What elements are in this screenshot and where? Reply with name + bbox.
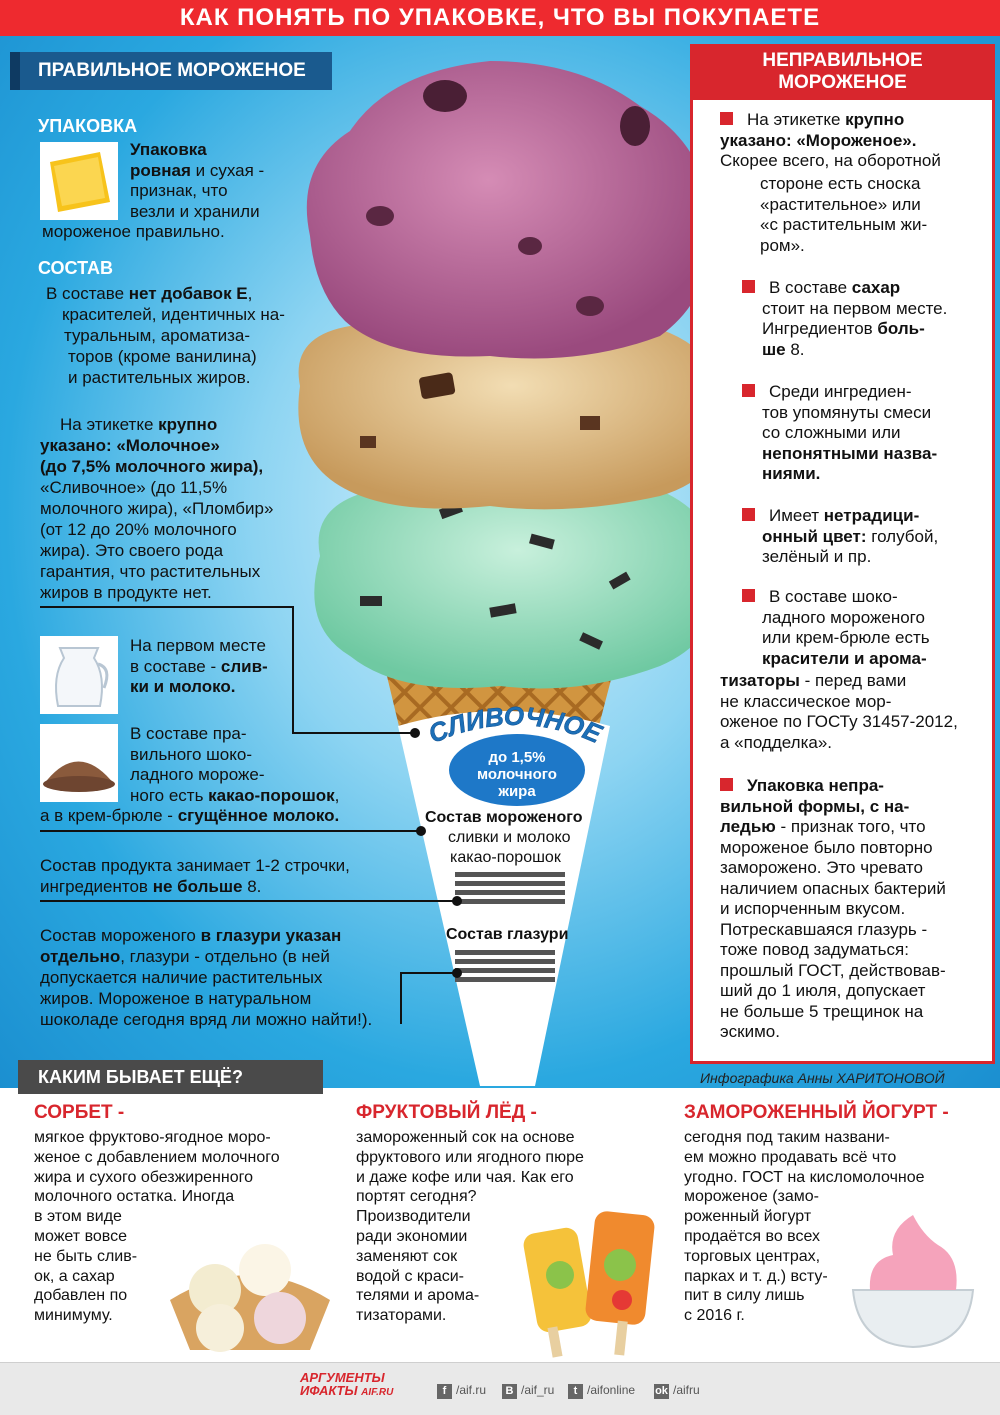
- odnoklassniki-icon: ok: [655, 1385, 668, 1397]
- frozen-yogurt-image: [848, 1205, 978, 1355]
- connector-line-2: [40, 830, 420, 832]
- sorbet-image: [160, 1210, 340, 1355]
- wrong-icecream-label: НЕПРАВИЛЬНОЕ МОРОЖЕНОЕ: [690, 44, 995, 100]
- facebook-link[interactable]: f /aif.ru: [437, 1383, 486, 1399]
- wrong-p3-line5: ниями.: [762, 464, 821, 483]
- package-image: [40, 142, 118, 220]
- wrong-p5-line5: тизаторы - перед вами: [720, 671, 907, 690]
- wrong-p6-line3: ледью - признак того, что: [720, 817, 926, 836]
- wrong-p6-line9: тоже повод задуматься:: [720, 940, 909, 959]
- sorbet-text: мягкое фруктово-ягодное моро- женое с добавлением молочного жира и сухого обезжиренного молочного остатка. Иногда в этом виде может вовсе не быть слив- ок, а сахар добавлен по минимуму.: [34, 1129, 280, 1325]
- cone-comp-line2: какао-порошок: [450, 849, 561, 866]
- wrong-p6-line1: Упаковка непра-: [720, 776, 946, 797]
- glaze-line5: шоколаде сегодня вряд ли можно найти!).: [40, 1010, 373, 1029]
- fruit-ice-title: ФРУКТОВЫЙ ЛЁД -: [356, 1102, 537, 1123]
- wrong-p1-line6: «с растительным жи-: [760, 215, 928, 234]
- wrong-p6-line11: ший до 1 июля, допускает: [720, 981, 926, 1000]
- wrong-p3-line3: со сложными или: [762, 423, 901, 442]
- wrong-p5-line7: оженое по ГОСТу 31457-2012,: [720, 712, 958, 731]
- cone-fat-line3: жира: [498, 783, 536, 800]
- milk-jug-image: [40, 636, 118, 714]
- wrong-p2-line1: В составе сахар: [742, 278, 947, 299]
- connector-line-3: [40, 900, 458, 902]
- connector-line-4h: [400, 972, 456, 974]
- vk-icon: B: [502, 1384, 517, 1399]
- milk-line3: ки и молоко.: [130, 677, 236, 696]
- wrong-p6-line4: мороженое было повторно: [720, 837, 933, 857]
- pack-line4: везли и хранили: [130, 201, 260, 221]
- wrong-p5-line3: или крем-брюле есть: [762, 628, 930, 647]
- cocoa-line2: вильного шоко-: [130, 744, 252, 764]
- label-line9: жиров в продукте нет.: [40, 583, 212, 602]
- comp-line1: В составе нет добавок Е,: [46, 284, 253, 303]
- facebook-icon: f: [437, 1384, 452, 1399]
- label-line8: гарантия, что растительных: [40, 562, 261, 581]
- fruit-ice-image: [520, 1205, 670, 1360]
- label-line2: указано: «Молочное»: [40, 436, 220, 455]
- wrong-p1-line2: указано: «Мороженое».: [720, 130, 917, 150]
- cone-barcode-lines-2: [455, 950, 555, 982]
- vk-link[interactable]: B /aif_ru: [502, 1383, 554, 1399]
- wrong-p3-line4: непонятными назва-: [762, 443, 938, 463]
- connector-dot-3: [452, 896, 462, 906]
- twitter-link[interactable]: t /aifonline: [568, 1383, 635, 1399]
- red-bullet-icon: [742, 280, 755, 293]
- connector-dot-2: [416, 826, 426, 836]
- label-line6: (от 12 до 20% молочного: [40, 520, 237, 539]
- wrong-p1-line7: ром».: [760, 235, 805, 255]
- wrong-p4-line2: онный цвет: голубой,: [762, 526, 939, 546]
- cone-glaze-title: Состав глазури: [446, 926, 569, 943]
- cocoa-line4: ного есть какао-порошок,: [130, 785, 340, 805]
- connector-dot-1: [410, 728, 420, 738]
- wrong-p1-line3: Скорее всего, на оборотной: [720, 151, 941, 170]
- label-line7: жира). Это своего рода: [40, 541, 224, 560]
- more-types-label: КАКИМ БЫВАЕТ ЕЩЁ?: [18, 1060, 323, 1094]
- wrong-p5-line6: не классическое мор-: [720, 691, 892, 711]
- glaze-line2: отдельно, глазури - отдельно (в ней: [40, 947, 330, 966]
- glaze-line4: жиров. Мороженое в натуральном: [40, 989, 312, 1008]
- connector-line-4v: [400, 972, 402, 1024]
- label-line4: «Сливочное» (до 11,5%: [40, 478, 228, 497]
- connector-dot-4: [452, 968, 462, 978]
- milk-line1: На первом месте: [130, 636, 266, 655]
- wrong-p6-line2: вильной формы, с на-: [720, 796, 910, 816]
- wrong-p1-line1: На этикетке крупно: [720, 110, 941, 131]
- wrong-p6-line8: Потрескавшаяся глазурь -: [720, 919, 928, 939]
- wrong-p5-line1: В составе шоко-: [742, 587, 930, 608]
- cone-comp-title: Состав мороженого: [425, 809, 583, 826]
- comp-line3: туральным, ароматиза-: [64, 326, 251, 345]
- wrong-p5-line4: красители и арома-: [762, 648, 927, 668]
- milk-line2: в составе - слив-: [130, 656, 268, 676]
- wrong-p2-line4: ше 8.: [762, 339, 805, 359]
- glaze-line3: допускается наличие растительных: [40, 968, 323, 987]
- red-bullet-icon: [720, 778, 733, 791]
- comp-line2: красителей, идентичных на-: [62, 305, 285, 324]
- pack-line1: Упаковка: [130, 140, 207, 159]
- red-bullet-icon: [742, 589, 755, 602]
- red-bullet-icon: [742, 508, 755, 521]
- wrong-p6-line12: не больше 5 трещинок на: [720, 1001, 924, 1021]
- wrong-p6-line6: наличием опасных бактерий: [720, 878, 946, 898]
- page-title: КАК ПОНЯТЬ ПО УПАКОВКЕ, ЧТО ВЫ ПОКУПАЕТЕ: [0, 0, 1000, 36]
- footer: [0, 1362, 1000, 1415]
- frozen-yogurt-title: ЗАМОРОЖЕННЫЙ ЙОГУРТ -: [684, 1102, 949, 1123]
- label-line3: (до 7,5% молочного жира),: [40, 457, 264, 476]
- connector-line-1h: [40, 606, 294, 608]
- twitter-icon: t: [568, 1384, 583, 1399]
- pack-line2: ровная и сухая -: [130, 160, 265, 180]
- connector-line-1v: [292, 606, 294, 734]
- comp-line5: и растительных жиров.: [68, 368, 251, 387]
- wrong-p1-line5: «растительное» или: [760, 194, 921, 214]
- wrong-p2-line2: стоит на первом месте.: [762, 298, 948, 318]
- pack-line5: мороженое правильно.: [42, 222, 225, 241]
- label-line5: молочного жира), «Пломбир»: [40, 499, 274, 518]
- wrong-p5-line2: ладного мороженого: [762, 607, 925, 627]
- cone-comp-line1: сливки и молоко: [448, 829, 571, 846]
- wrong-p6-line10: прошлый ГОСТ, действовав-: [720, 960, 946, 980]
- label-line1: На этикетке крупно: [60, 415, 218, 434]
- odnoklassniki-link[interactable]: ok /aifru: [655, 1383, 700, 1397]
- packaging-heading: УПАКОВКА: [38, 116, 138, 136]
- wrong-p4-line1: Имеет нетрадици-: [742, 506, 938, 527]
- cocoa-line1: В составе пра-: [130, 724, 247, 743]
- wrong-p6-line7: и испорченным вкусом.: [720, 899, 906, 918]
- cone-fat-line2: молочного: [477, 766, 557, 783]
- red-bullet-icon: [742, 384, 755, 397]
- correct-icecream-label: ПРАВИЛЬНОЕ МОРОЖЕНОЕ: [20, 52, 332, 90]
- cocoa-line5: а в крем-брюле - сгущённое молоко.: [40, 806, 340, 825]
- comp-line4: торов (кроме ванилина): [68, 347, 257, 366]
- frozen-yogurt-text: сегодня под таким названи- ем можно продавать всё что угодно. ГОСТ на кисломолочное мороженое (замо- роженный йогурт продаётся во всех торговых центрах, парках и т. д.) всту- пит в силу лишь с 2016 г.: [684, 1129, 925, 1325]
- red-bullet-icon: [720, 112, 733, 125]
- wrong-p1-line4: стороне есть сноска: [760, 174, 921, 193]
- lines-line1: Состав продукта занимает 1-2 строчки,: [40, 856, 350, 875]
- aif-logo[interactable]: АРГУМЕНТЫ ИФАКТЫ AIF.RU: [300, 1370, 394, 1398]
- sorbet-title: СОРБЕТ -: [34, 1102, 125, 1123]
- cone-fat-line1: до 1,5%: [488, 749, 546, 766]
- pack-line3: признак, что: [130, 181, 228, 200]
- wrong-p6-line13: эскимо.: [720, 1022, 780, 1041]
- glaze-line1: Состав мороженого в глазури указан: [40, 926, 342, 945]
- lines-line2: ингредиентов не больше 8.: [40, 877, 262, 896]
- wrong-p2-line3: Ингредиентов боль-: [762, 319, 925, 338]
- infographic-credit: Инфографика Анны ХАРИТОНОВОЙ: [700, 1070, 945, 1086]
- wrong-p3-line2: тов упомянуты смеси: [762, 402, 932, 422]
- fruit-ice-text: замороженный сок на основе фруктового или ягодного пюре и даже кофе или чая. Как его портят сегодня? Производители ради экономии заменяют сок водой с краси- телями и арома- тизаторами.: [356, 1129, 584, 1325]
- wrong-p5-line8: а «подделка».: [720, 732, 833, 752]
- wrong-p4-line3: зелёный и пр.: [762, 547, 872, 566]
- cocoa-powder-image: [40, 724, 118, 802]
- wrong-p3-line1: Среди ингредиен-: [742, 382, 937, 403]
- wrong-p6-line5: заморожено. Это чревато: [720, 858, 923, 877]
- cocoa-line3: ладного мороже-: [130, 765, 265, 784]
- cone-brand-label: [405, 700, 625, 810]
- composition-heading: СОСТАВ: [38, 258, 113, 278]
- cone-barcode-lines-1: [455, 872, 565, 912]
- cone-brand-text: СЛИВОЧНОЕ: [424, 700, 606, 749]
